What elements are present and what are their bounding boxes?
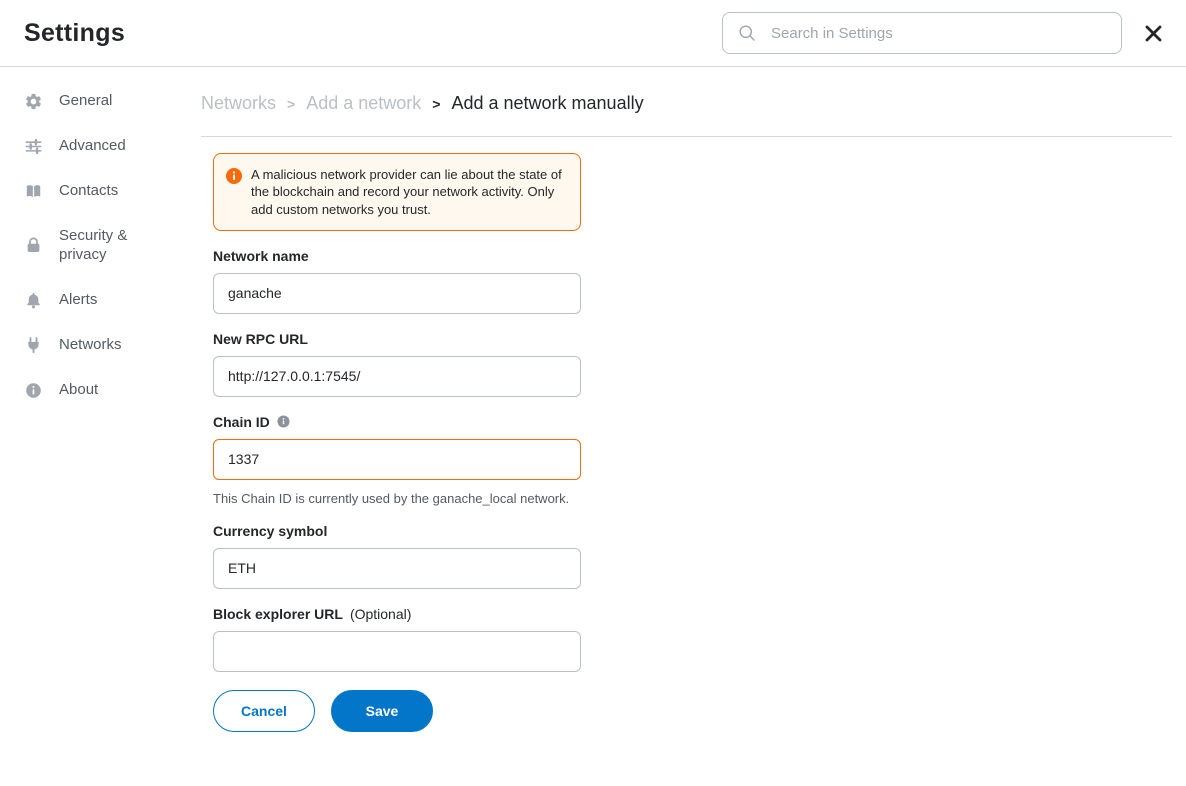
block-explorer-label-row (213, 606, 581, 622)
address-book-icon (24, 182, 43, 201)
sidebar-item-label: Networks (59, 335, 122, 353)
chain-id-label: Chain ID (213, 413, 270, 430)
sliders-icon (24, 137, 43, 156)
block-explorer-label: Block explorer URL (213, 605, 343, 622)
settings-body (0, 67, 1186, 786)
warning-info-icon (226, 168, 242, 184)
lock-icon (24, 236, 43, 255)
network-name-label: Network name (213, 247, 309, 264)
chevron-right-icon: > (287, 95, 296, 112)
sidebar-item-alerts[interactable] (0, 278, 197, 323)
sidebar-item-label: Contacts (59, 182, 119, 200)
sidebar-item-about[interactable] (0, 368, 197, 413)
breadcrumb (201, 67, 1172, 137)
settings-content (197, 67, 1186, 786)
chain-id-helper-text: This Chain ID is currently used by the ganache_local network. (213, 490, 570, 506)
chain-id-info-icon[interactable] (277, 415, 290, 428)
chain-id-label-row (213, 414, 581, 430)
page-title: Settings (24, 18, 126, 47)
sidebar-item-label: General (59, 92, 113, 110)
search-input[interactable] (769, 24, 1107, 43)
close-button[interactable] (1136, 16, 1170, 50)
sidebar-item-contacts[interactable] (0, 169, 197, 214)
malicious-network-warning (213, 153, 581, 231)
sidebar-item-general[interactable] (0, 79, 197, 124)
chain-id-input[interactable] (213, 439, 581, 480)
sidebar-item-label: Security & privacy (59, 227, 128, 263)
close-icon (1144, 24, 1163, 43)
info-icon (24, 381, 43, 400)
bell-icon (24, 291, 43, 310)
cancel-button[interactable]: Cancel (213, 690, 315, 732)
settings-header (0, 0, 1186, 67)
sidebar-item-security-privacy[interactable] (0, 214, 197, 278)
sidebar-item-label: Alerts (59, 290, 98, 308)
network-name-input[interactable] (213, 273, 581, 314)
form-actions (213, 690, 581, 732)
sidebar-item-networks[interactable] (0, 323, 197, 368)
chevron-right-icon: > (432, 95, 441, 112)
sidebar-item-advanced[interactable] (0, 124, 197, 169)
rpc-url-label: New RPC URL (213, 330, 308, 347)
search-icon (737, 23, 757, 43)
currency-symbol-input[interactable] (213, 548, 581, 589)
settings-search[interactable] (722, 12, 1122, 54)
sidebar-item-label: Advanced (59, 137, 126, 155)
save-button[interactable]: Save (331, 690, 433, 732)
warning-text: A malicious network provider can lie about the state of the blockchain and record your network activity. Only add custom networks you trust. (251, 167, 562, 217)
rpc-url-input[interactable] (213, 356, 581, 397)
add-network-form (213, 137, 581, 732)
settings-sidebar (0, 67, 197, 786)
breadcrumb-networks[interactable]: Networks (201, 93, 277, 113)
sidebar-item-label: About (59, 380, 99, 398)
breadcrumb-current: Add a network manually (451, 93, 644, 113)
block-explorer-input[interactable] (213, 631, 581, 672)
breadcrumb-add-a-network[interactable]: Add a network (306, 93, 422, 113)
optional-tag: (Optional) (349, 605, 412, 622)
currency-symbol-label: Currency symbol (213, 522, 328, 539)
plug-icon (24, 336, 43, 355)
gear-icon (24, 92, 43, 111)
